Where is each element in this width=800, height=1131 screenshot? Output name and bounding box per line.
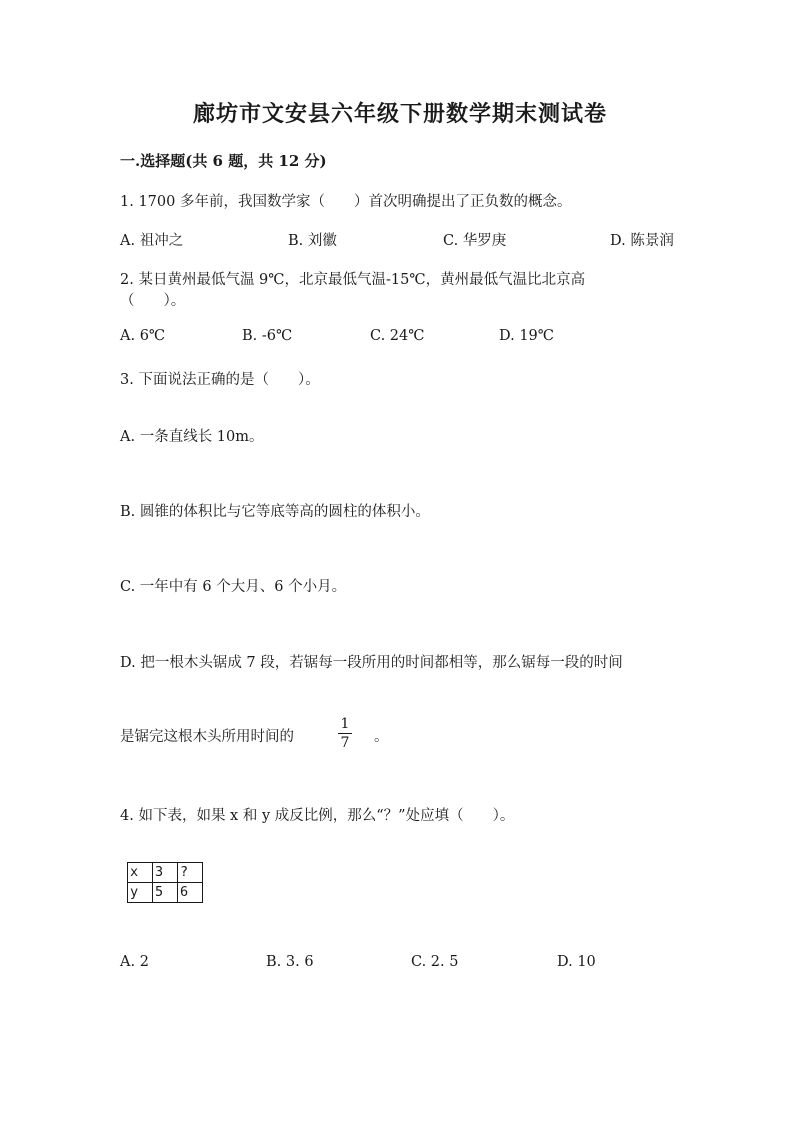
table-cell: 5 [153, 883, 178, 903]
question-3-option-d-line1: D. 把一根木头锯成 7 段，若锯每一段所用的时间都相等，那么锯每一段的时间 [120, 655, 623, 671]
fraction-bar [338, 733, 352, 734]
question-2-option-b: B. -6℃ [242, 328, 293, 344]
question-1-option-c: C. 华罗庚 [443, 233, 507, 249]
question-3-option-d-line2: 是锯完这根木头所用时间的 [120, 729, 294, 745]
fraction-numerator: 1 [340, 716, 350, 732]
xy-table [127, 862, 203, 903]
question-3-stem: 3. 下面说法正确的是（ ）。 [120, 372, 320, 388]
question-2-stem-line2: （ ）。 [120, 293, 186, 309]
table-row [128, 863, 203, 883]
table-cell: x [128, 863, 153, 883]
question-3-option-c: C. 一年中有 6 个大月、6 个小月。 [120, 579, 347, 595]
table-row [128, 883, 203, 903]
question-4-option-a: A. 2 [120, 954, 149, 970]
question-3-option-b: B. 圆锥的体积比与它等底等高的圆柱的体积小。 [120, 504, 430, 520]
table-cell: 6 [178, 883, 203, 903]
question-4-stem: 4. 如下表，如果 x 和 y 成反比例，那么“？”处应填（ ）。 [120, 808, 515, 824]
question-4-option-b: B. 3. 6 [266, 954, 314, 970]
table-cell: y [128, 883, 153, 903]
question-1-option-b: B. 刘徽 [288, 233, 337, 249]
question-3-option-a: A. 一条直线长 10m。 [120, 429, 264, 445]
question-1-option-d: D. 陈景润 [610, 233, 674, 249]
page-title: 廊坊市文安县六年级下册数学期末测试卷 [192, 101, 607, 127]
question-3-option-d-end: 。 [374, 729, 389, 745]
question-1-option-a: A. 祖冲之 [120, 233, 184, 249]
question-4-option-d: D. 10 [557, 954, 596, 970]
question-2-option-a: A. 6℃ [120, 328, 166, 344]
question-2-stem-line1: 2. 某日黄州最低气温 9℃，北京最低气温-15℃，黄州最低气温比北京高 [120, 272, 586, 288]
question-1-stem: 1. 1700 多年前，我国数学家（ ）首次明确提出了正负数的概念。 [120, 194, 572, 210]
question-2-option-d: D. 19℃ [499, 328, 554, 344]
section-heading: 一.选择题(共 6 题，共 12 分) [120, 152, 327, 170]
fraction-one-seventh [338, 716, 352, 751]
question-2-option-c: C. 24℃ [370, 328, 425, 344]
question-4-option-c: C. 2. 5 [411, 954, 459, 970]
fraction-denominator: 7 [340, 735, 350, 751]
table-cell: 3 [153, 863, 178, 883]
table-cell: ? [178, 863, 203, 883]
